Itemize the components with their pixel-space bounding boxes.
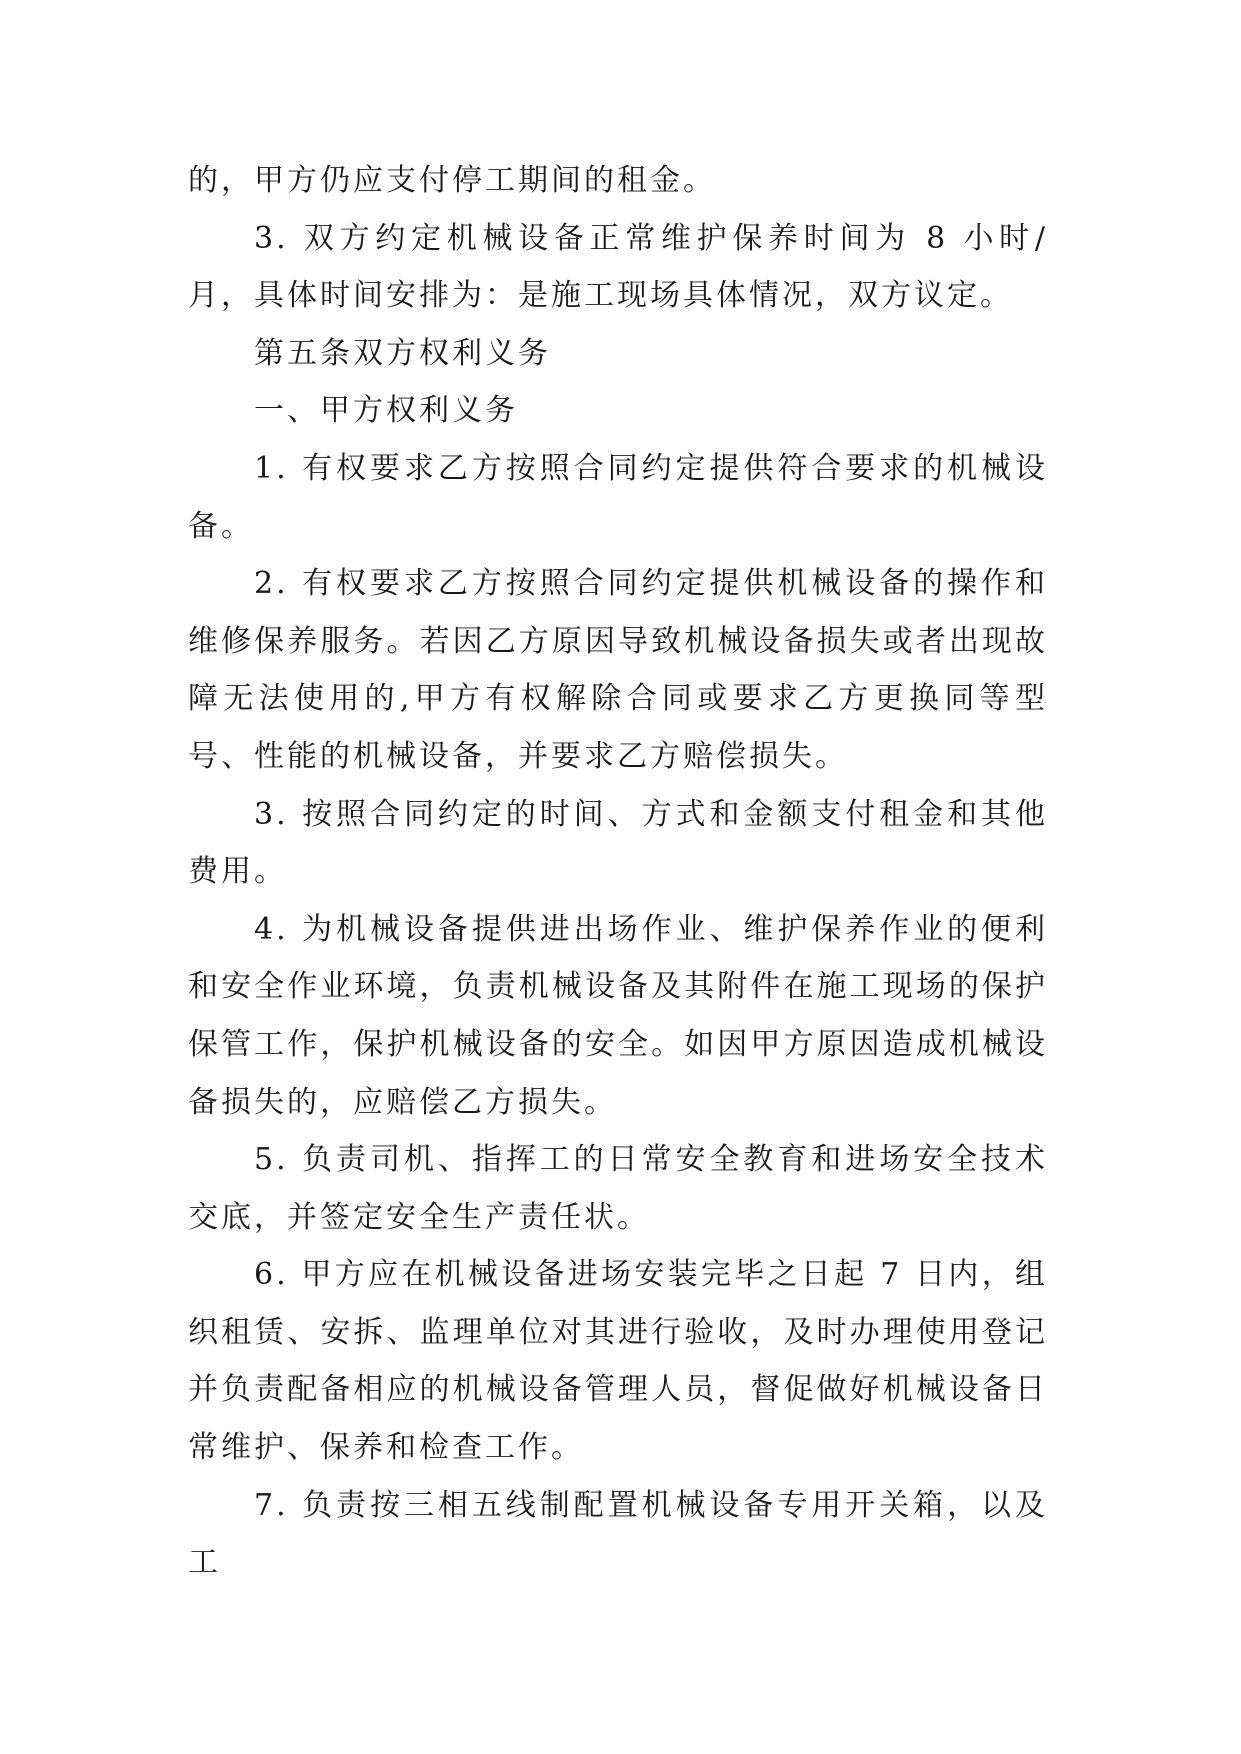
paragraph-item-5: 5. 负责司机、指挥工的日常安全教育和进场安全技术交底，并签定安全生产责任状。: [188, 1142, 1048, 1235]
paragraph-item-7: 7. 负责按三相五线制配置机械设备专用开关箱，以及工: [188, 1487, 1048, 1581]
paragraph-item-1: 1. 有权要求乙方按照合同约定提供符合要求的机械设备。: [188, 450, 1048, 544]
document-body: [188, 152, 1048, 1592]
article-heading: 第五条双方权利义务: [254, 335, 551, 371]
paragraph-item-3: 3. 按照合同约定的时间、方式和金额支付租金和其他费用。: [188, 796, 1048, 890]
paragraph-clause-3: 3. 双方约定机械设备正常维护保养时间为 8 小时/月，具体时间安排为：是施工现场具体情况，双方议定。: [188, 220, 1048, 314]
paragraph-continuation: 的，甲方仍应支付停工期间的租金。: [188, 163, 716, 198]
paragraph-item-2: 2. 有权要求乙方按照合同约定提供机械设备的操作和维修保养服务。若因乙方原因导致机械设备损失或者出现故障无法使用的,甲方有权解除合同或要求乙方更换同等型号、性能的机械设备，并要求乙方赔偿损失。: [188, 566, 1048, 774]
paragraph-item-4: 4. 为机械设备提供进出场作业、维护保养作业的便利和安全作业环境，负责机械设备及其附件在施工现场的保护保管工作，保护机械设备的安全。如因甲方原因造成机械设备损失的，应赔偿乙方损失。: [188, 911, 1048, 1120]
paragraph-item-6: 6. 甲方应在机械设备进场安装完毕之日起 7 日内，组织租赁、安拆、监理单位对其进行验收，及时办理使用登记并负责配备相应的机械设备管理人员，督促做好机械设备日常维护、保养和检查工作。: [188, 1257, 1048, 1466]
section-heading: 一、甲方权利义务: [254, 393, 518, 429]
